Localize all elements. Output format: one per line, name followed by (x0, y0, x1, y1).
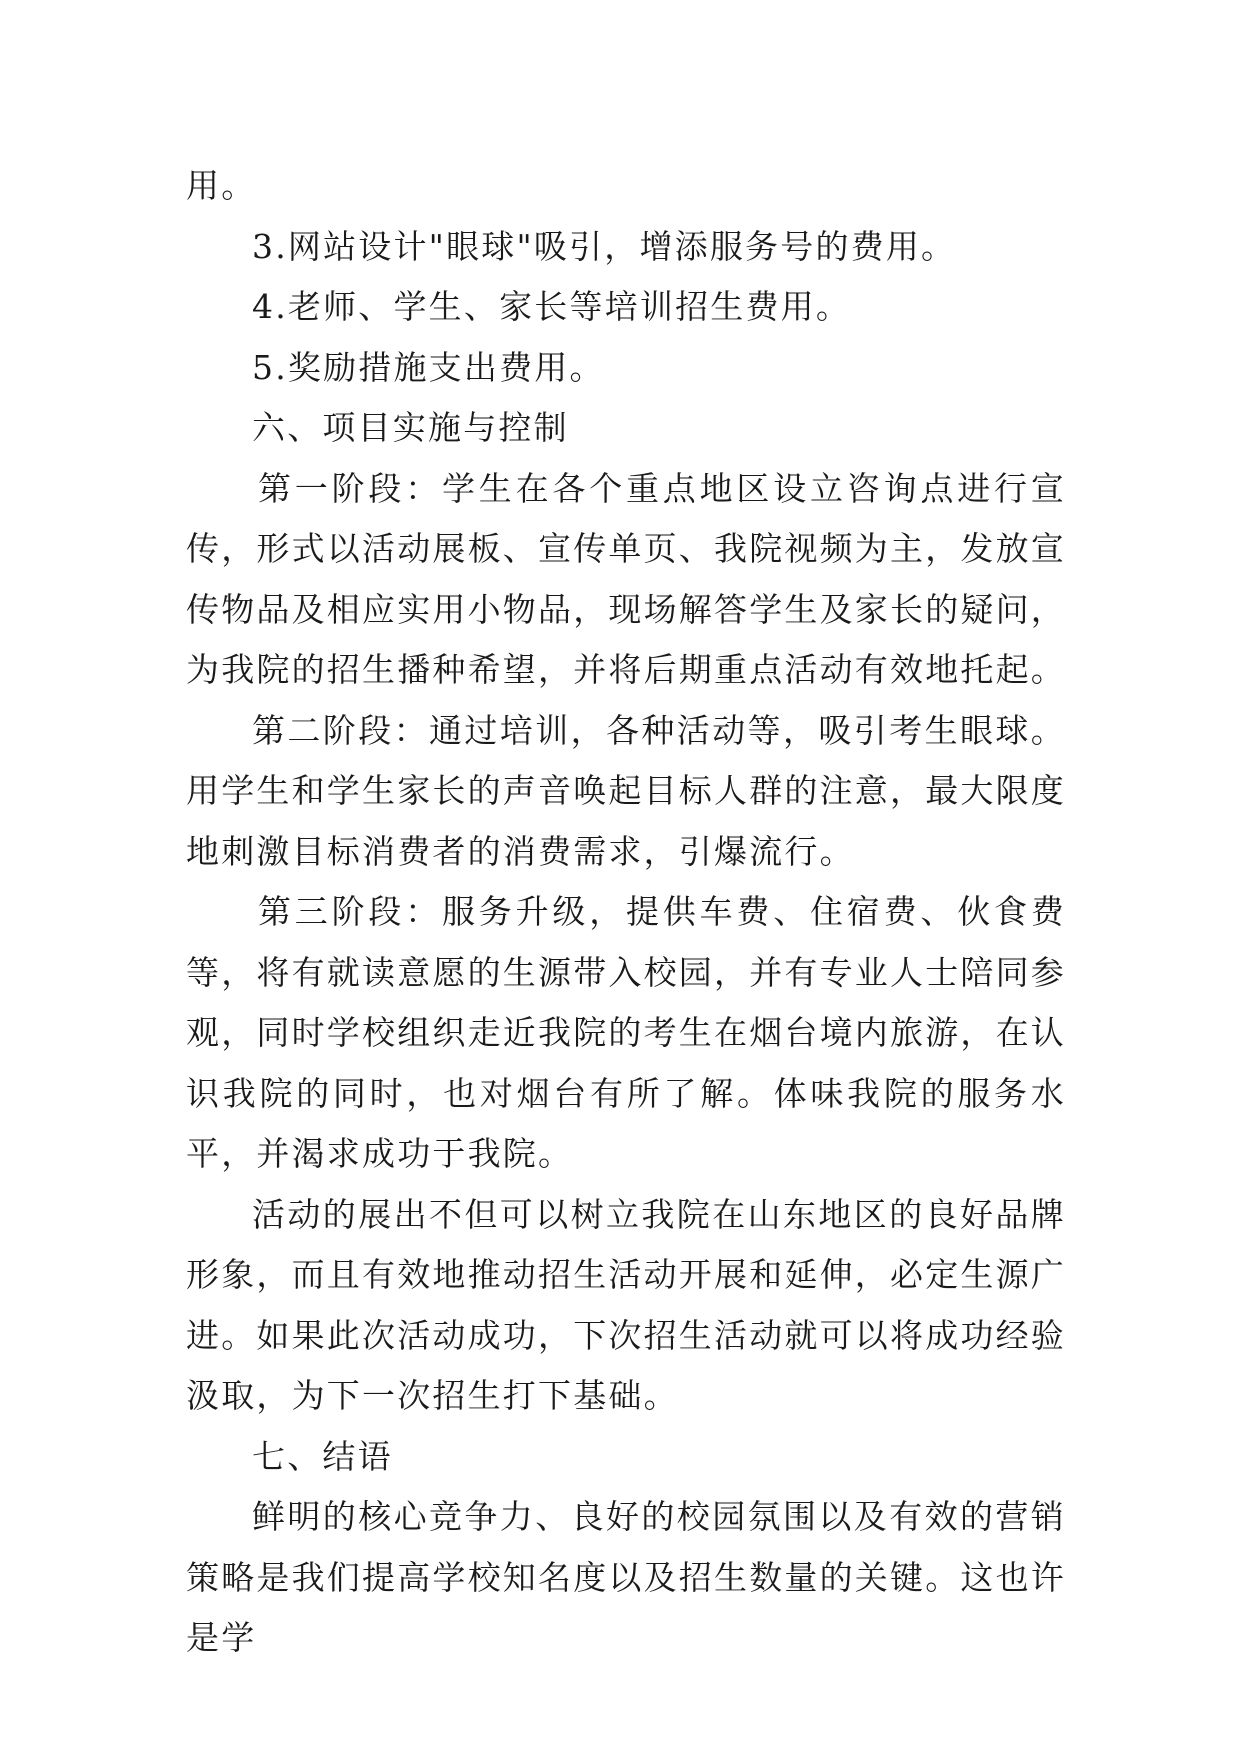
section-heading-6: 六、项目实施与控制 (252, 408, 569, 447)
paragraph-conclusion: 鲜明的核心竞争力、良好的校园氛围以及有效的营销策略是我们提高学校知名度以及招生数量的关键。这也许是学 (186, 1497, 1066, 1657)
paragraph-stage-1: 第一阶段：学生在各个重点地区设立咨询点进行宣传，形式以活动展板、宣传单页、我院视频为主，发放宣传物品及相应实用小物品，现场解答学生及家长的疑问，为我院的招生播种希望，并将后期重点活动有效地托起。 (186, 468, 1066, 689)
paragraph-stage-2: 第二阶段：通过培训，各种活动等，吸引考生眼球。用学生和学生家长的声音唤起目标人群的注意，最大限度地刺激目标消费者的消费需求，引爆流行。 (186, 710, 1066, 871)
document-body (186, 156, 1066, 1669)
paragraph-summary: 活动的展出不但可以树立我院在山东地区的良好品牌形象，而且有效地推动招生活动开展和延伸，必定生源广进。如果此次活动成功，下次招生活动就可以将成功经验汲取，为下一次招生打下基础。 (186, 1194, 1066, 1415)
list-item-5: 5.奖励措施支出费用。 (252, 347, 605, 387)
list-item-3: 3.网站设计"眼球"吸引，增添服务号的费用。 (252, 226, 957, 266)
section-heading-7: 七、结语 (252, 1436, 393, 1476)
paragraph-stage-3: 第三阶段：服务升级，提供车费、住宿费、伙食费等，将有就读意愿的生源带入校园，并有专业人士陪同参观，同时学校组织走近我院的考生在烟台境内旅游，在认识我院的同时，也对烟台有所了解。体味我院的服务水平，并渴求成功于我院。 (186, 892, 1066, 1173)
paragraph-continuation: 用。 (186, 166, 257, 205)
list-item-4: 4.老师、学生、家长等培训招生费用。 (252, 287, 852, 326)
